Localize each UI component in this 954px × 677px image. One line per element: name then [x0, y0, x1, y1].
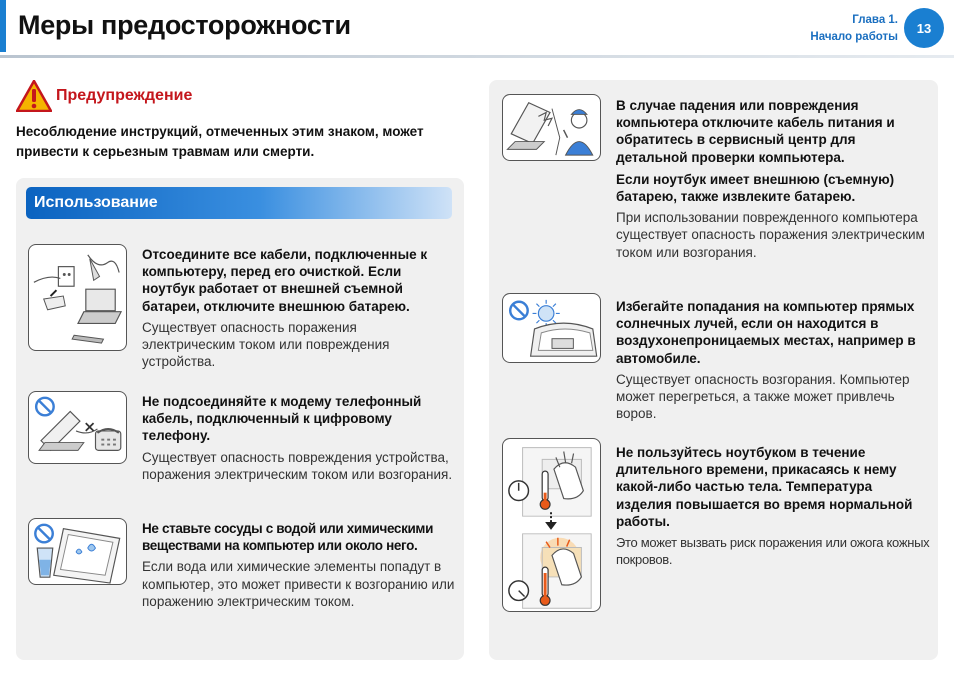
illustration-heat-contact [502, 438, 601, 612]
right-item-3-warning: Не пользуйтесь ноутбуком в течение длительного времени, прикасаясь к нему какой-либо частью тела. Температура изделия повышается во время нормальной работы. [616, 445, 913, 529]
chapter-number: Глава 1. [852, 14, 898, 26]
prohibition-icon [36, 398, 54, 416]
right-item-3-consequence: Это может вызвать риск поражения или ожога кожных покровов. [616, 535, 930, 568]
left-item-2 [142, 393, 454, 483]
clock-icon [509, 481, 529, 501]
left-item-3-consequence: Если вода или химические элементы попадут в компьютер, это может привести к возгоранию или поражению электрическим током. [142, 559, 455, 609]
warning-title: Предупреждение [56, 87, 193, 104]
right-item-1-battery-warning: Если ноутбук имеет внешнюю (съемную) батарею, также извлеките батарею. [616, 171, 895, 205]
chapter-title: Начало работы [810, 31, 898, 43]
prohibition-icon [35, 525, 52, 542]
thermometer-icon [540, 471, 550, 509]
header-accent-bar [0, 0, 6, 52]
page-title: Меры предосторожности [18, 10, 351, 40]
left-item-3-warning: Не ставьте сосуды с водой или химическими веществами на компьютер или около него. [142, 521, 434, 554]
right-item-2-warning: Избегайте попадания на компьютер прямых солнечных лучей, если он находится в воздухонепроницаемых местах, например в автомобиле. [616, 299, 916, 366]
illustration-sunlight-car [502, 293, 601, 363]
right-item-3 [616, 444, 930, 568]
warning-triangle-icon [16, 80, 52, 112]
illustration-liquids [28, 518, 127, 585]
right-item-1-warning: В случае падения или повреждения компьютера отключите кабель питания и обратитесь в сервисный центр для детальной проверки компьютера. [616, 98, 895, 165]
clock-icon [509, 581, 529, 601]
right-item-1-consequence: При использовании поврежденного компьютера существует опасность поражения электрическим током или возгорания. [616, 210, 925, 260]
prohibition-icon [510, 302, 527, 319]
chapter-label[interactable] [810, 12, 898, 46]
left-item-2-warning: Не подсоединяйте к модему телефонный кабель, подключенный к цифровому телефону. [142, 394, 422, 444]
page-number-badge: 13 [904, 8, 944, 48]
thermometer-icon [540, 567, 550, 605]
left-item-3 [142, 520, 460, 610]
section-heading: Использование [26, 187, 452, 219]
right-item-1 [616, 97, 928, 261]
header-divider [0, 55, 954, 58]
left-item-1-warning: Отсоедините все кабели, подключенные к компьютеру, перед его очисткой. Если ноутбук работает от внешней съемной батареи, отключите внешнюю батарею. [142, 247, 428, 314]
right-item-2-consequence: Существует опасность возгорания. Компьютер может перегреться, а также может привлечь воров. [616, 371, 910, 422]
illustration-unplug-cables [28, 244, 127, 351]
illustration-service-center [502, 94, 601, 161]
left-item-2-consequence: Существует опасность повреждения устройства, поражения электрическим током или возгорания. [142, 449, 453, 482]
illustration-modem-phone [28, 391, 127, 464]
left-item-1-consequence: Существует опасность поражения электрическим током или повреждения устройства. [142, 319, 390, 370]
left-item-1 [142, 246, 450, 370]
right-item-2 [616, 298, 916, 422]
warning-text: Несоблюдение инструкций, отмеченных этим знаком, может привести к серьезным травмам или смерти. [16, 124, 424, 159]
